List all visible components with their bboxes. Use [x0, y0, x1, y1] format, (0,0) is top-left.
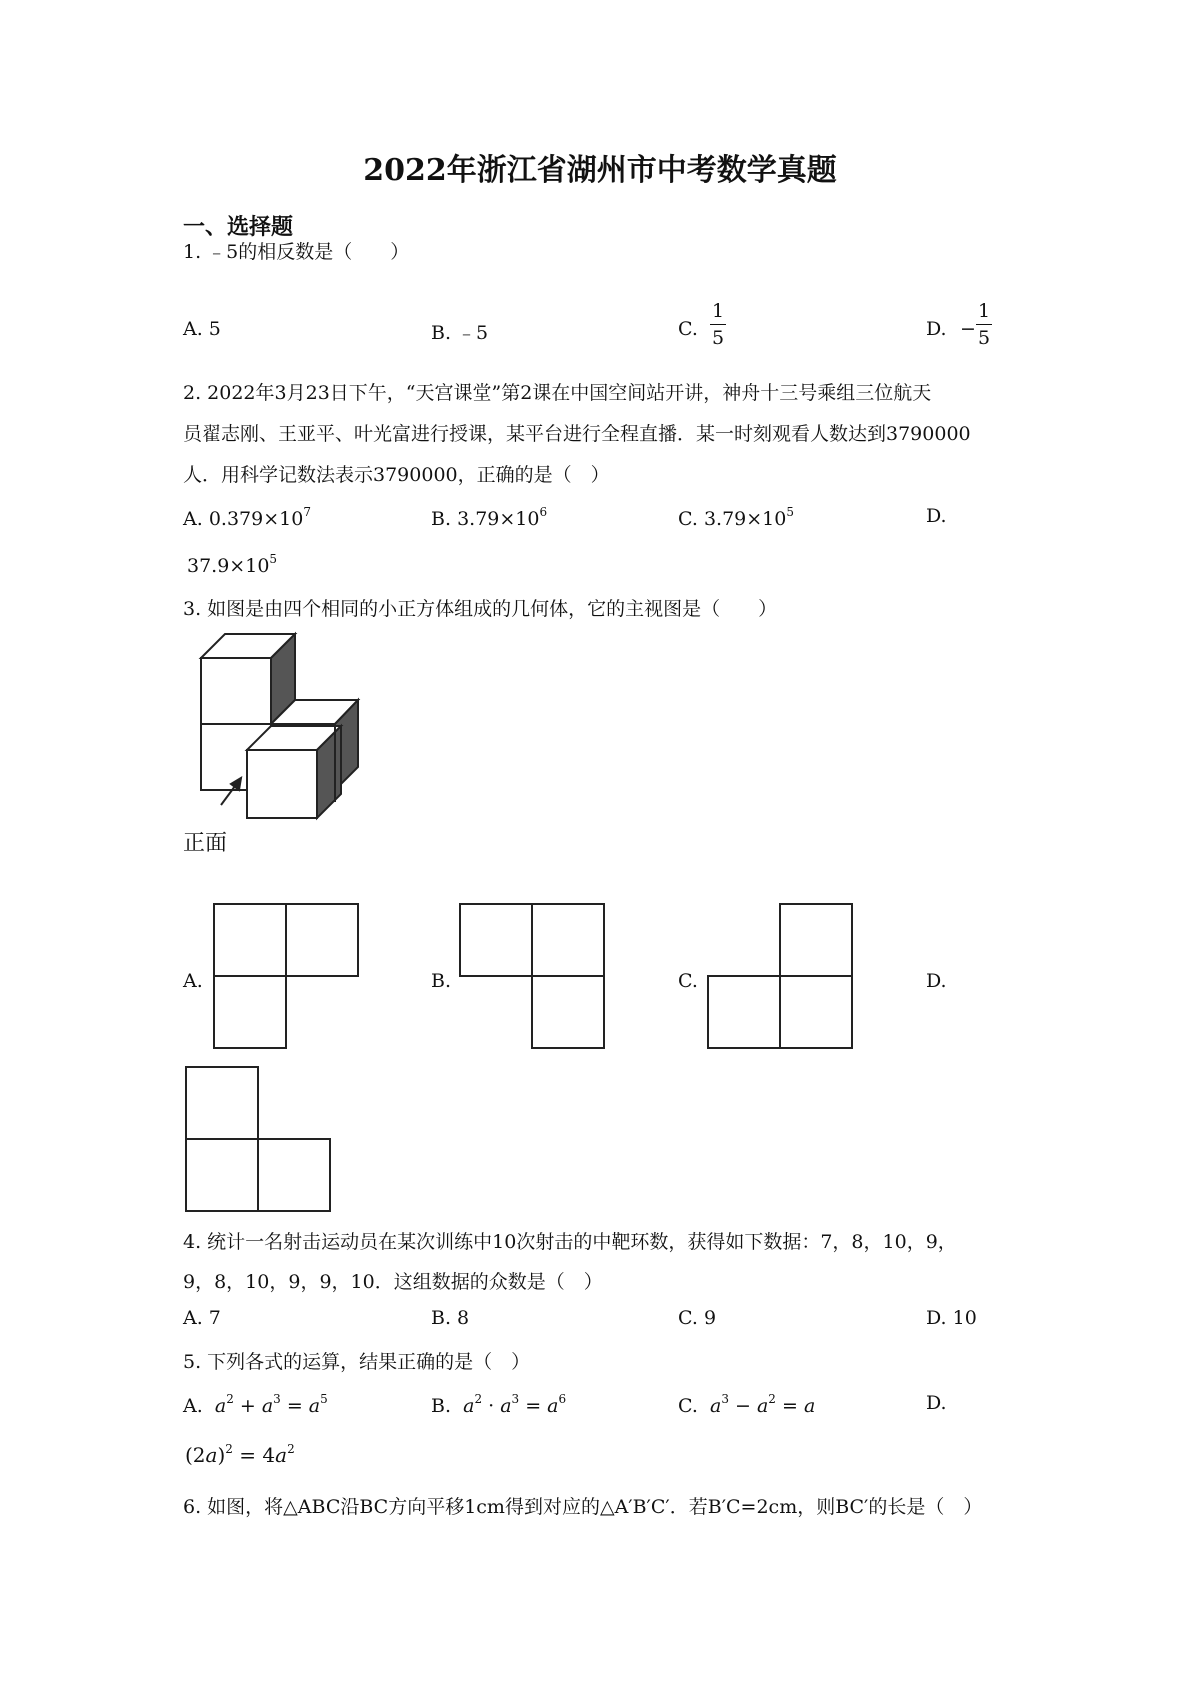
q3-option-a-label: A. — [183, 970, 203, 992]
section-heading: 一、选择题 — [183, 214, 294, 240]
question-2-line-2: 员翟志刚、王亚平、叶光富进行授课，某平台进行全程直播．某一时刻观看人数达到3790000 — [183, 423, 971, 445]
q4-option-c: C. 9 — [678, 1307, 717, 1329]
fraction-bar — [976, 324, 992, 325]
q3-option-d-label: D. — [926, 970, 947, 992]
fraction-bar — [710, 324, 726, 325]
q2-option-d-prefix: D. — [926, 505, 947, 527]
fraction-numerator: 1 — [711, 300, 725, 322]
q4-option-b: B. 8 — [431, 1307, 470, 1329]
question-2-line-3: 人．用科学记数法表示3790000，正确的是（ ） — [183, 464, 610, 486]
page-title: 2022年浙江省湖州市中考数学真题 — [363, 153, 837, 188]
q3-option-c-figure — [704, 900, 854, 1048]
question-5-stem: 5. 下列各式的运算，结果正确的是（ ） — [183, 1351, 531, 1373]
question-1-stem: 1. ﹣5的相反数是（ ） — [183, 241, 410, 263]
q3-option-a-figure — [210, 900, 360, 1048]
q2-option-a: A. $0.379\times 10^7$ — [183, 505, 311, 530]
q5-option-d-prefix: D. — [926, 1392, 947, 1414]
q1-option-a: A. 5 — [183, 318, 221, 340]
q3-option-b-label: B. — [431, 970, 452, 992]
q1-option-b: B. ﹣5 — [431, 322, 489, 344]
question-6-stem: 6. 如图，将△ABC沿BC方向平移1cm得到对应的△A′B′C′．若B′C=2cm，则BC′的长是（ ） — [183, 1496, 983, 1518]
q3-option-b-figure — [456, 900, 606, 1048]
q4-option-d: D. 10 — [926, 1307, 977, 1329]
q2-option-b: B. $3.79\times 10^6$ — [431, 505, 548, 530]
fraction-denominator: 5 — [711, 327, 725, 349]
q1-option-c-fraction — [710, 300, 726, 349]
fraction-numerator: 1 — [977, 300, 991, 322]
question-4-line-1: 4. 统计一名射击运动员在某次训练中10次射击的中靶环数，获得如下数据：7，8，10，9， — [183, 1231, 957, 1253]
q5-option-c: C. $a^3 - a^2 = a$ — [678, 1392, 816, 1417]
q3-option-c-label: C. — [678, 970, 698, 992]
question-3-stem: 3. 如图是由四个相同的小正方体组成的几何体，它的主视图是（ ） — [183, 598, 778, 620]
fraction-denominator: 5 — [977, 327, 991, 349]
question-2-line-1: 2. 2022年3月23日下午，“天宫课堂”第2课在中国空间站开讲，神舟十三号乘组三位航天 — [183, 382, 932, 404]
q5-option-d-value: $(2a)^2 = 4a^2$ — [185, 1442, 295, 1467]
q4-option-a: A. 7 — [183, 1307, 221, 1329]
front-label: 正面 — [183, 831, 228, 856]
q2-option-d-value: $37.9\times 10^5$ — [187, 552, 278, 577]
q2-option-c: C. $3.79\times 10^5$ — [678, 505, 794, 530]
q5-option-a: A. $a^2 + a^3 = a^5$ — [183, 1392, 328, 1417]
q1-option-d-prefix: D. — [926, 318, 947, 340]
q1-option-c-prefix: C. — [678, 318, 698, 340]
q3-option-d-figure — [182, 1063, 332, 1211]
q1-option-d-fraction — [976, 300, 992, 349]
question-4-line-2: 9，8，10，9，9，10．这组数据的众数是（ ） — [183, 1271, 603, 1293]
q1-option-d-sign: − — [960, 318, 976, 340]
q5-option-b: B. $a^2 \cdot a^3 = a^6$ — [431, 1392, 567, 1417]
